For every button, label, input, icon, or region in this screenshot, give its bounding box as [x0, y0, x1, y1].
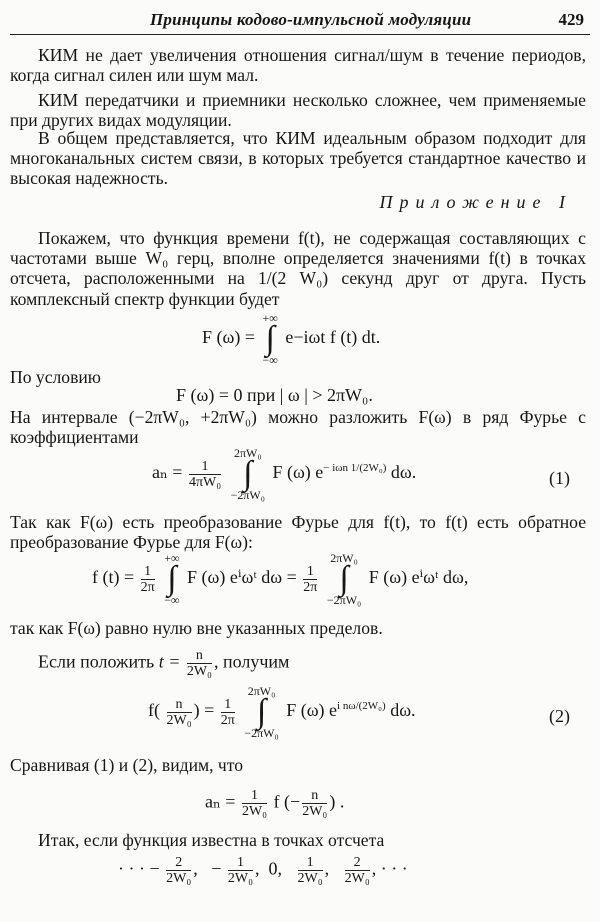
- integral-sign-icon: 2πW₀ ∫ −2πW₀: [244, 684, 279, 740]
- inverse-end: F (ω) eⁱωᵗ dω,: [368, 567, 469, 588]
- eq1-tail: dω.: [386, 462, 417, 483]
- formula-t-def: [38, 648, 289, 679]
- fraction: $\frac{1}{2\pi}$: [303, 563, 318, 595]
- fraction: $\frac{1}{\text{2W₀}}$: [227, 855, 254, 886]
- eq2-body: F (ω) e: [286, 700, 338, 721]
- paragraph-11: Итак, если функция известна в точках отсчета: [38, 830, 385, 850]
- eq1-lhs: aₙ =: [152, 462, 183, 483]
- formula-spectrum: [202, 312, 380, 366]
- equation-number-1: (1): [549, 468, 570, 488]
- samples-dots-left: · · · −: [118, 858, 160, 879]
- t-def-lhs: t =: [158, 651, 185, 672]
- header-rule: [10, 34, 590, 35]
- fraction: $\frac{1}{\text{2W₀}}$: [241, 788, 268, 819]
- paragraph-8: так как F(ω) равно нулю вне указанных пределов.: [10, 618, 383, 638]
- eq1-body: F (ω) e: [272, 462, 324, 483]
- integral-sign-icon: 2πW₀ ∫ −2πW₀: [326, 551, 362, 607]
- running-head: Принципы кодово-импульсной модуляции: [150, 10, 472, 29]
- formula-samples: · · · − $\frac{2}{\text{2W₀}}$ , − $\frac{1}{\text{2W₀}}$ , 0, $\frac{1}{\text{2W₀}}$ , $\frac{2}{\text{2W₀}}$ , · · ·: [118, 855, 408, 886]
- eq2-tail: dω.: [385, 700, 416, 721]
- formula-coefficient: aₙ = $\frac{1}{\text{2W₀}}$ f (− $\frac{n}{\text{2W₀}}$ ) .: [205, 788, 345, 819]
- paragraph-3: В общем представляется, что КИМ идеальным образом подходит для многоканальных систем связи, в которых требуется стандартное качество и высокая надежность.: [10, 128, 586, 189]
- inverse-mid: F (ω) eⁱωᵗ dω =: [187, 567, 297, 588]
- formula-1: [152, 447, 416, 501]
- paragraph-2: КИМ передатчики и приемники несколько сложнее, чем применяемые при других видах модуляции.: [10, 90, 586, 131]
- paragraph-1: КИМ не дает увеличения отношения сигнал/шум в течение периодов, когда сигнал силен или шум мал.: [10, 45, 586, 86]
- formula-inverse: [92, 552, 468, 606]
- paragraph-6: На интервале (−2πW₀, +2πW₀) можно разложить F(ω) в ряд Фурье с коэффициентами: [10, 407, 586, 448]
- formula-condition: F (ω) = 0 при | ω | > 2πW₀.: [176, 385, 373, 405]
- paragraph-5: По условию: [10, 367, 101, 387]
- eq1-exponent: − iωn 1/(2W₀): [323, 462, 387, 475]
- integral-sign-icon: 2πW₀ ∫ −2πW₀: [230, 446, 265, 502]
- inverse-lhs: f (t) =: [92, 567, 135, 588]
- equation-number-2: (2): [549, 706, 570, 726]
- coef-lhs: aₙ =: [205, 791, 240, 812]
- spectrum-lhs: F (ω) =: [202, 327, 260, 348]
- t-def-outro: , получим: [213, 651, 290, 672]
- fraction: $\frac{n}{\text{2W₀}}$: [166, 696, 192, 728]
- samples-zero: 0,: [268, 858, 283, 879]
- paragraph-4: Покажем, что функция времени f(t), не содержащая составляющих с частотами выше W₀ герц, вполне определяется значениями f(t) в точках отсчета, расположенными на 1/(2 W₀) секунд друг от друга. Пусть комплексный спектр функции будет: [10, 228, 586, 309]
- page-number: 429: [558, 10, 584, 29]
- coef-tail: .: [335, 791, 345, 812]
- fraction: $\frac{1}{2\pi}$: [220, 696, 235, 728]
- samples-dots-right: , · · ·: [371, 858, 408, 879]
- fraction: $\frac{n}{\text{2W₀}}$: [302, 788, 328, 819]
- fraction: $\frac{n}{\text{2W₀}}$: [186, 648, 212, 679]
- eq2-f: f: [148, 700, 154, 721]
- formula-2: f( $\frac{n}{\text{2W₀}}$ ) = $\frac{1}{2\pi}$ 2πW₀ ∫ −2πW₀ F (ω) $e^{i n\omega/(2W_0)}$ dω.: [148, 684, 416, 740]
- fraction: $\frac{1}{\text{2W₀}}$: [297, 855, 323, 886]
- fraction: $\frac{1}{2\pi}$: [140, 563, 155, 595]
- t-def-intro: Если положить: [38, 651, 155, 672]
- fraction: $\frac{1}{\text{4πW₀}}$: [188, 458, 222, 490]
- paragraph-10: Сравнивая (1) и (2), видим, что: [10, 755, 244, 775]
- coef-sign: −: [290, 791, 301, 812]
- integral-sign-icon: +∞ ∫ −∞: [164, 551, 180, 607]
- spectrum-rhs: e−iωt f (t) dt.: [285, 327, 381, 348]
- samples-minus: −: [211, 858, 222, 879]
- coef-f: f: [269, 791, 285, 812]
- integral-sign-icon: +∞ ∫ −∞: [262, 311, 278, 367]
- fraction: $\frac{2}{\text{2W₀}}$: [344, 855, 370, 886]
- eq2-exponent: i nω/(2W₀): [337, 700, 386, 713]
- paragraph-7: Так как F(ω) есть преобразование Фурье для f(t), то f(t) есть обратное преобразование Фурье для F(ω):: [10, 512, 586, 553]
- fraction: $\frac{2}{\text{2W₀}}$: [166, 855, 192, 886]
- appendix-title: Приложение I: [379, 192, 572, 212]
